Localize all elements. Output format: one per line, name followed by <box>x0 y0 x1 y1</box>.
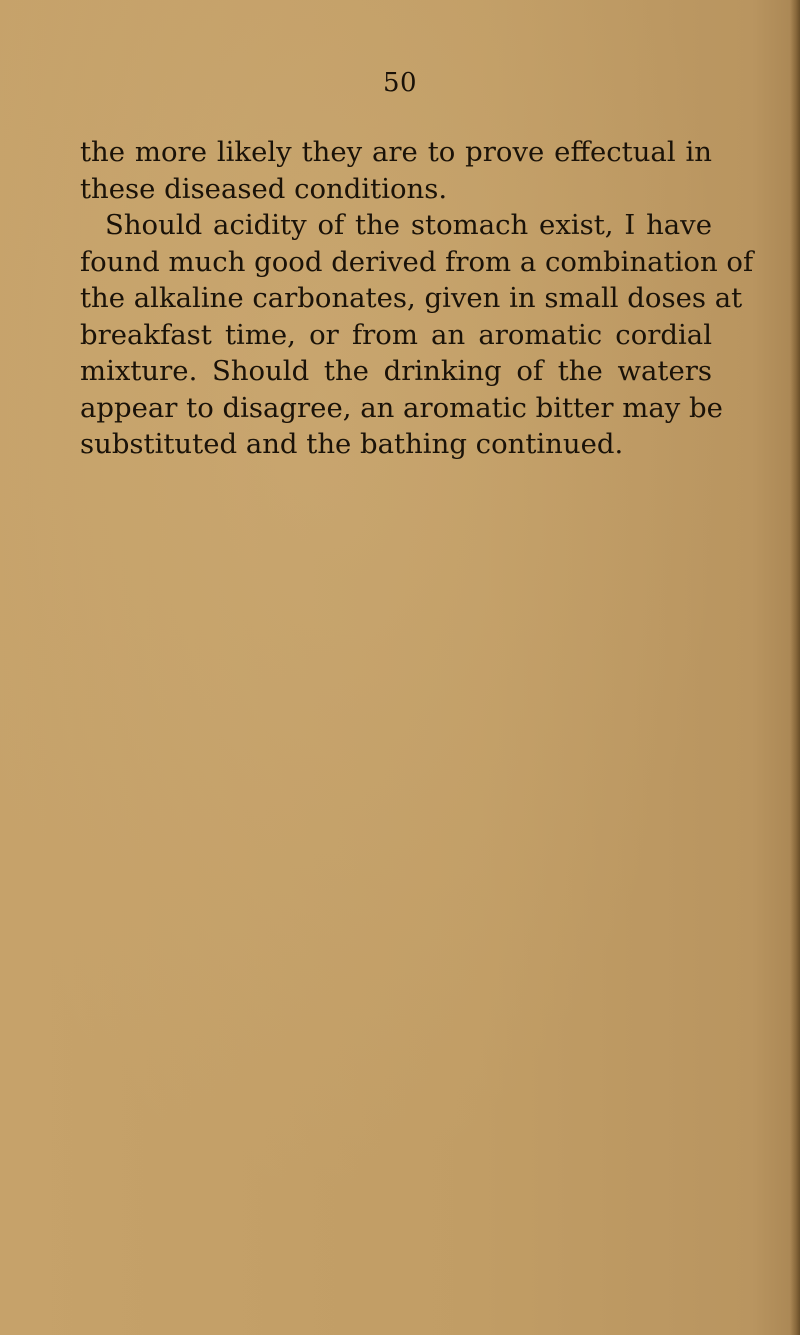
page-number: 50 <box>382 68 418 98</box>
text-line: breakfast time, or from an aromatic cordial <box>80 318 712 351</box>
text-line: Should acidity of the stomach exist, I have <box>105 209 712 241</box>
text-line: mixture. Should the drinking of the waters <box>80 355 712 387</box>
text-line: found much good derived from a combination of <box>80 245 754 278</box>
text-line: the more likely they are to prove effectual in <box>80 136 712 168</box>
text-line: the alkaline carbonates, given in small doses at <box>80 282 743 314</box>
text-line: substituted and the bathing continued. <box>80 428 624 460</box>
text-line: appear to disagree, an aromatic bitter may be <box>80 391 723 424</box>
page-edge-shadow <box>790 0 800 1335</box>
page-body-text <box>80 134 754 463</box>
text-line: these diseased conditions. <box>80 172 448 205</box>
